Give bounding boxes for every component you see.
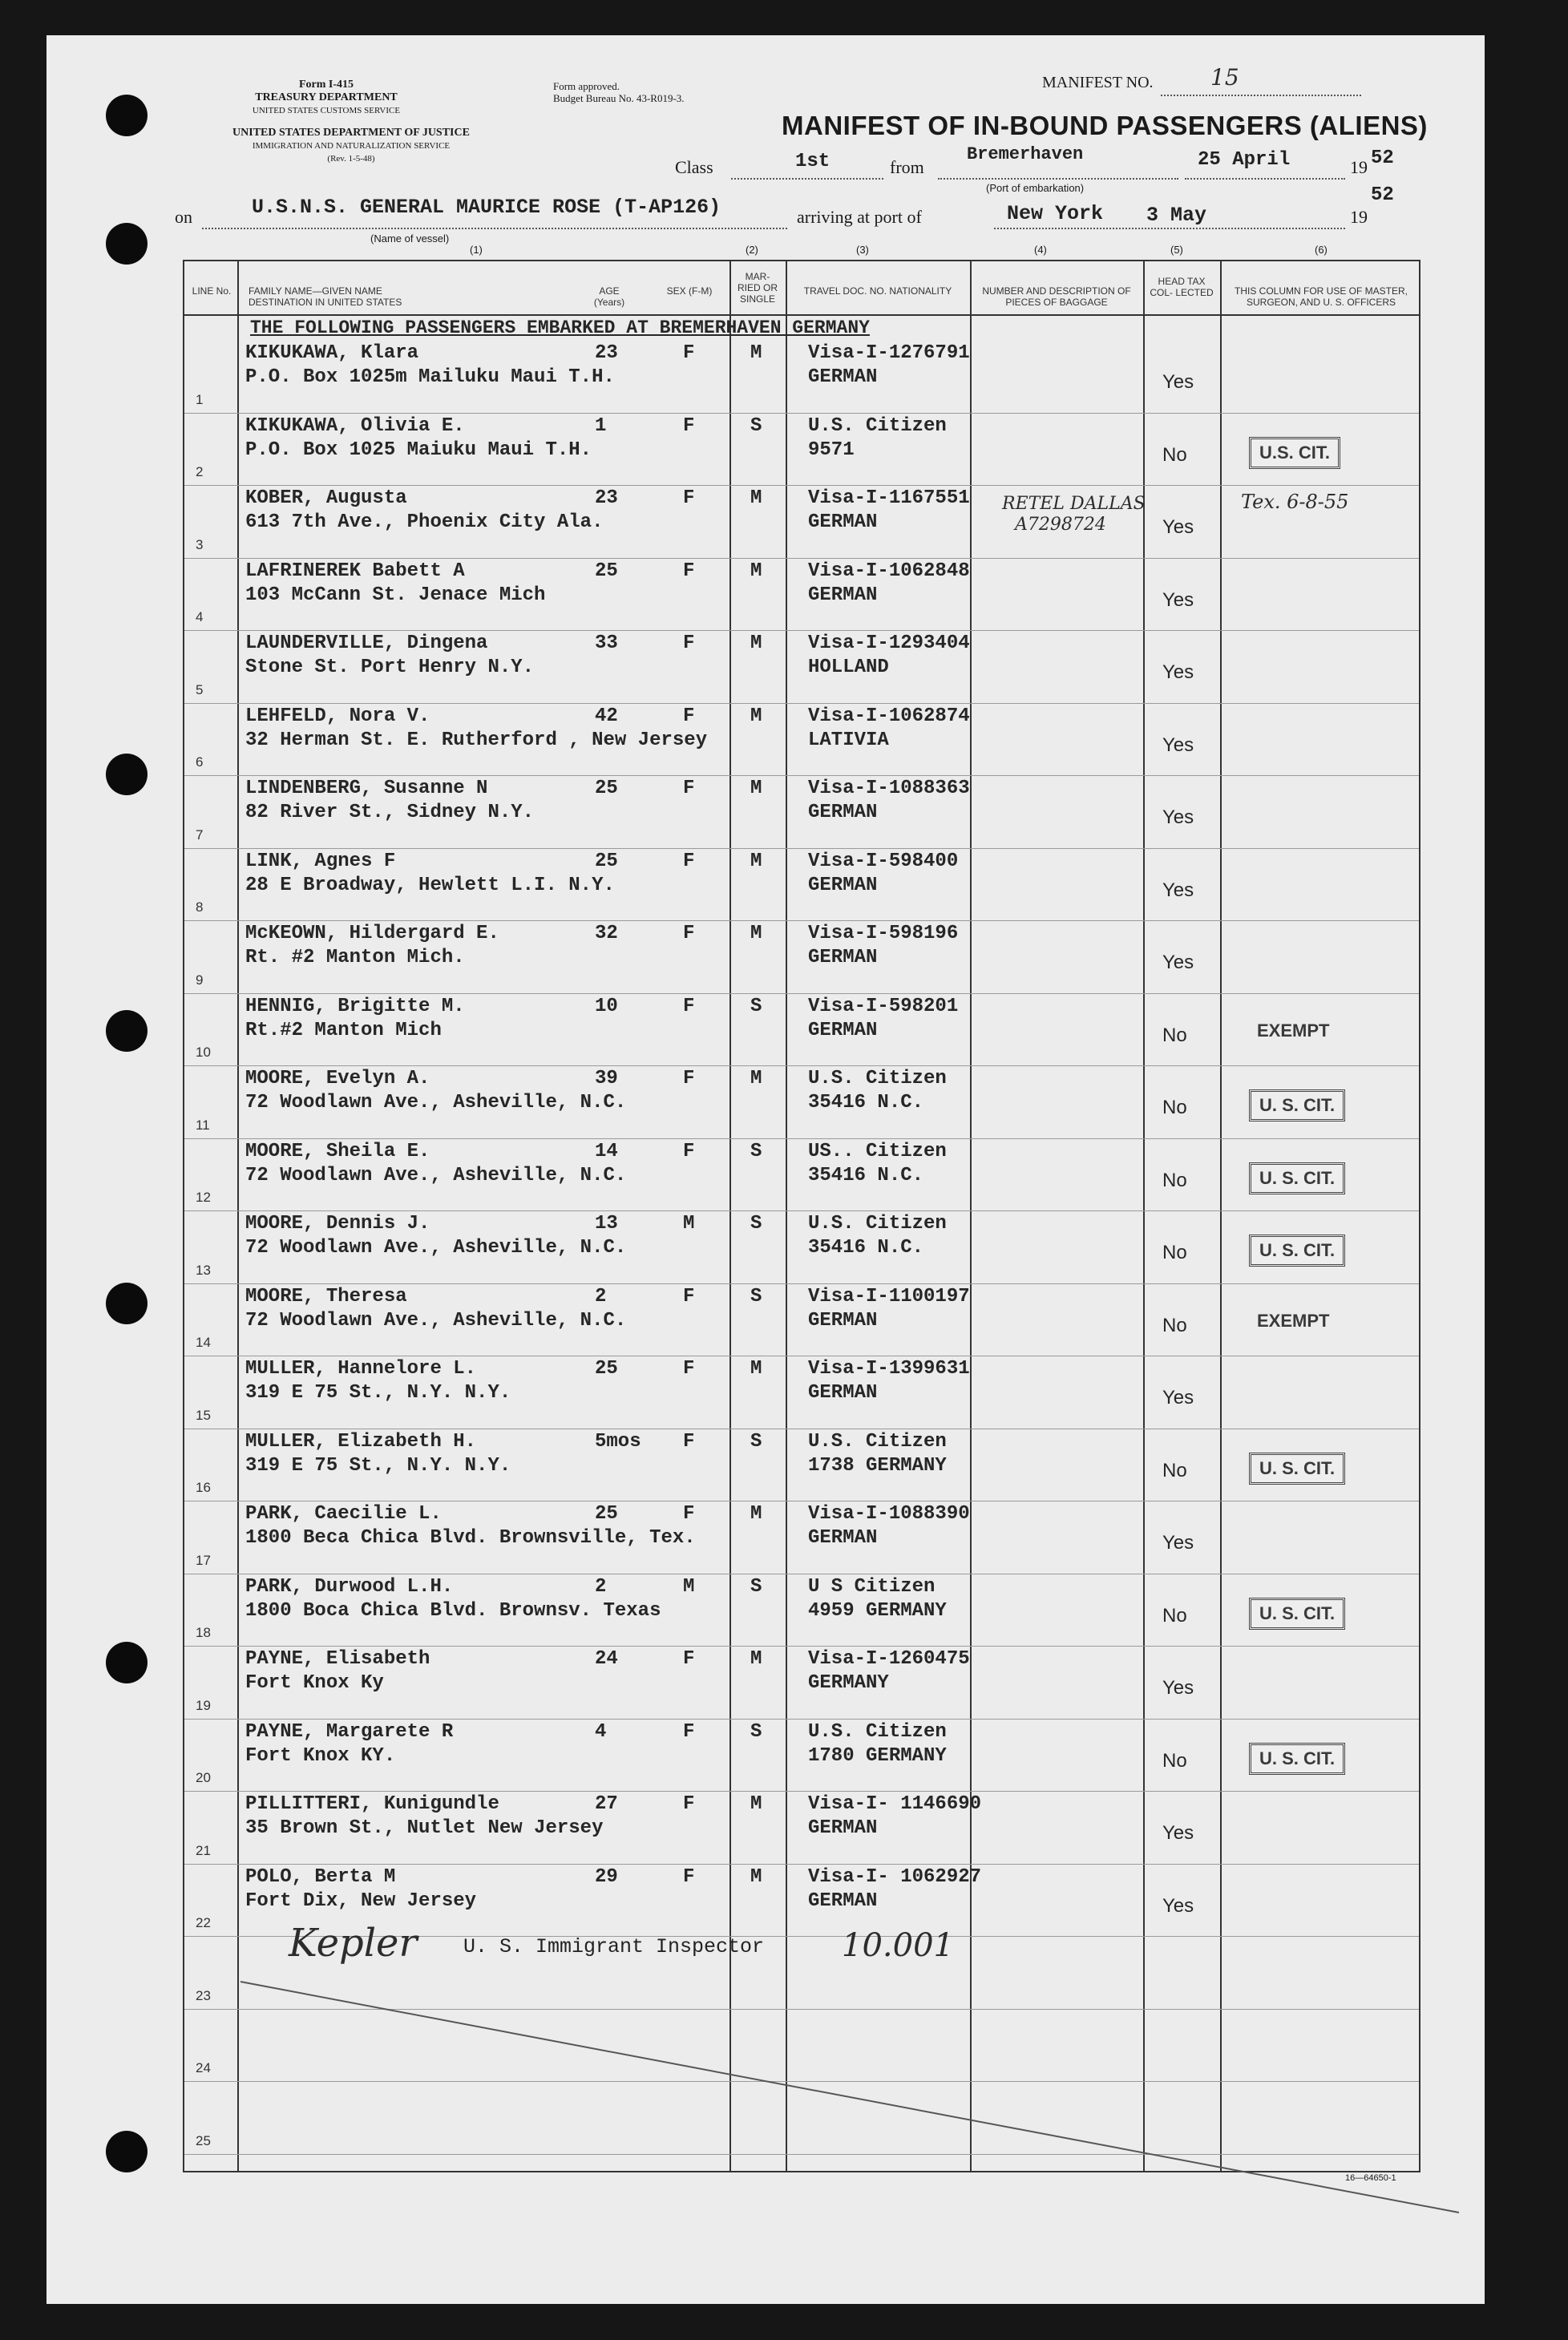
line-number: 17: [196, 1552, 211, 1568]
line-number: 22: [196, 1915, 211, 1930]
passenger-age: 42: [595, 705, 618, 727]
head-tax: Yes: [1162, 879, 1194, 901]
marital-status: M: [750, 342, 762, 364]
vessel-name: U.S.N.S. GENERAL MAURICE ROSE (T-AP126): [252, 196, 721, 219]
nationality: 35416 N.C.: [808, 1092, 924, 1113]
passenger-destination: 72 Woodlawn Ave., Asheville, N.C.: [245, 1164, 627, 1186]
passenger-sex: F: [683, 923, 695, 944]
line-number: 23: [196, 1987, 211, 2003]
travel-document: U.S. Citizen: [808, 1068, 947, 1089]
passenger-destination: 35 Brown St., Nutlet New Jersey: [245, 1817, 604, 1839]
passenger-name: PILLITTERI, Kunigundle: [245, 1793, 499, 1815]
arrival-date: 3 May: [1146, 204, 1207, 227]
nationality: GERMAN: [808, 1817, 878, 1839]
passenger-age: 5mos: [595, 1430, 641, 1453]
inspector-number: 10.001: [842, 1927, 954, 1964]
passenger-age: 10: [595, 995, 618, 1017]
travel-document: Visa-I-598201: [808, 995, 959, 1017]
passenger-name: PAYNE, Elisabeth: [245, 1648, 430, 1670]
annotation-retel: RETEL DALLAS: [1002, 494, 1146, 514]
passenger-name: MULLER, Elizabeth H.: [245, 1430, 477, 1453]
from-label: from: [890, 157, 924, 177]
passenger-destination: 32 Herman St. E. Rutherford , New Jersey: [245, 729, 708, 751]
head-tax: No: [1162, 1314, 1187, 1336]
head-tax: No: [1162, 1242, 1187, 1263]
passenger-sex: F: [683, 414, 695, 437]
arrival-port: New York: [1007, 202, 1104, 225]
passenger-sex: F: [683, 778, 695, 799]
marital-status: M: [750, 1648, 762, 1670]
head-tax: No: [1162, 443, 1187, 466]
nationality: GERMAN: [808, 1527, 878, 1549]
passenger-age: 2: [595, 1285, 607, 1307]
officer-stamp: U.S. CIT.: [1249, 437, 1340, 469]
port-embark-caption: (Port of embarkation): [986, 182, 1085, 194]
passenger-age: 23: [595, 342, 618, 364]
line-number: 2: [196, 464, 204, 479]
marital-status: S: [750, 1430, 762, 1453]
nationality: 35416 N.C.: [808, 1164, 924, 1186]
marital-status: S: [750, 1720, 762, 1743]
col-line-no: LINE No.: [192, 285, 232, 297]
inspector-label: U. S. Immigrant Inspector: [463, 1935, 765, 1958]
passenger-destination: Rt.#2 Manton Mich: [245, 1019, 442, 1041]
nationality: LATIVIA: [808, 729, 889, 751]
line-number: 8: [196, 899, 204, 915]
arrival-year: 52: [1371, 184, 1394, 206]
marital-status: M: [750, 705, 762, 727]
annotation-retel-number: A7298724: [1015, 515, 1106, 535]
marital-status: M: [750, 487, 762, 509]
passenger-name: McKEOWN, Hildergard E.: [245, 923, 499, 944]
officer-stamp: EXEMPT: [1257, 1020, 1330, 1041]
passenger-destination: 1800 Beca Chica Blvd. Brownsville, Tex.: [245, 1527, 696, 1549]
passenger-destination: P.O. Box 1025m Mailuku Maui T.H.: [245, 366, 615, 388]
line-number: 4: [196, 609, 204, 624]
ins-service: IMMIGRATION AND NATURALIZATION SERVICE: [252, 141, 451, 151]
officer-stamp: U. S. CIT.: [1249, 1089, 1345, 1122]
passenger-destination: 1800 Boca Chica Blvd. Brownsv. Texas: [245, 1599, 661, 1622]
from-value: Bremerhaven: [967, 144, 1084, 164]
travel-document: U.S. Citizen: [808, 1430, 947, 1453]
passenger-sex: M: [683, 1213, 695, 1235]
head-tax: Yes: [1162, 1677, 1194, 1699]
col-age: AGE (Years): [593, 285, 625, 308]
head-tax: Yes: [1162, 1387, 1194, 1408]
passenger-destination: 319 E 75 St., N.Y. N.Y.: [245, 1454, 511, 1477]
passenger-age: 25: [595, 1358, 618, 1380]
head-tax: Yes: [1162, 952, 1194, 973]
class-value: 1st: [795, 151, 830, 172]
passenger-name: HENNIG, Brigitte M.: [245, 995, 465, 1017]
passenger-age: 4: [595, 1720, 607, 1743]
line-number: 24: [196, 2060, 211, 2075]
travel-document: Visa-I-1167551: [808, 487, 970, 509]
col-name: FAMILY NAME—GIVEN NAME DESTINATION IN UNITED STATES: [249, 285, 402, 308]
nationality: 35416 N.C.: [808, 1237, 924, 1259]
line-number: 10: [196, 1045, 211, 1060]
budget-bureau: Budget Bureau No. 43-R019-3.: [553, 92, 685, 104]
passenger-sex: F: [683, 995, 695, 1017]
nationality: HOLLAND: [808, 657, 889, 678]
col-married: MAR- RIED OR SINGLE: [737, 271, 778, 305]
travel-document: Visa-I-1399631: [808, 1358, 970, 1380]
passenger-sex: F: [683, 487, 695, 509]
line-number: 21: [196, 1842, 211, 1858]
passenger-name: MOORE, Dennis J.: [245, 1213, 430, 1235]
passenger-sex: F: [683, 850, 695, 872]
line-number: 1: [196, 391, 204, 407]
passenger-age: 2: [595, 1575, 607, 1598]
embark-year: 52: [1371, 148, 1394, 169]
col-num-5: (5): [1170, 244, 1183, 256]
justice-dept: UNITED STATES DEPARTMENT OF JUSTICE: [232, 127, 470, 139]
year-prefix-2: 19: [1350, 207, 1368, 227]
travel-document: Visa-I-1276791: [808, 342, 970, 364]
marital-status: M: [750, 778, 762, 799]
travel-document: Visa-I-598400: [808, 850, 959, 872]
head-tax: No: [1162, 1459, 1187, 1481]
passenger-destination: 613 7th Ave., Phoenix City Ala.: [245, 511, 604, 533]
marital-status: S: [750, 1213, 762, 1235]
marital-status: S: [750, 1575, 762, 1598]
passenger-sex: F: [683, 1358, 695, 1380]
head-tax: No: [1162, 1024, 1187, 1046]
passenger-sex: F: [683, 1285, 695, 1307]
line-number: 20: [196, 1770, 211, 1785]
passenger-name: LINDENBERG, Susanne N: [245, 778, 488, 799]
vessel-caption: (Name of vessel): [370, 232, 450, 245]
passenger-name: KIKUKAWA, Olivia E.: [245, 414, 465, 437]
travel-document: Visa-I-1260475: [808, 1648, 970, 1670]
col-head-tax: HEAD TAX COL- LECTED: [1150, 276, 1214, 298]
nationality: 9571: [808, 438, 855, 461]
passenger-destination: 72 Woodlawn Ave., Asheville, N.C.: [245, 1237, 627, 1259]
col-num-6: (6): [1315, 244, 1328, 256]
officer-stamp: U. S. CIT.: [1249, 1235, 1345, 1267]
passenger-sex: F: [683, 1865, 695, 1888]
head-tax: Yes: [1162, 1532, 1194, 1554]
travel-document: U.S. Citizen: [808, 1213, 947, 1235]
arriving-label: arriving at port of: [797, 207, 922, 227]
passenger-name: LEHFELD, Nora V.: [245, 705, 430, 727]
line-number: 5: [196, 681, 204, 697]
marital-status: S: [750, 995, 762, 1017]
customs-service: UNITED STATES CUSTOMS SERVICE: [252, 106, 401, 115]
annotation-tex: Tex. 6-8-55: [1241, 491, 1349, 513]
passenger-age: 33: [595, 632, 618, 654]
col-travel-doc: TRAVEL DOC. NO. NATIONALITY: [803, 285, 952, 297]
passenger-name: POLO, Berta M: [245, 1865, 396, 1888]
line-number: 3: [196, 536, 204, 552]
passenger-sex: F: [683, 1793, 695, 1815]
nationality: GERMAN: [808, 511, 878, 533]
passenger-age: 24: [595, 1648, 618, 1670]
travel-document: Visa-I-1293404: [808, 632, 970, 654]
head-tax: Yes: [1162, 1894, 1194, 1917]
line-number: 25: [196, 2132, 211, 2148]
line-number: 11: [196, 1117, 210, 1133]
passenger-destination: 319 E 75 St., N.Y. N.Y.: [245, 1382, 511, 1404]
passenger-name: MOORE, Theresa: [245, 1285, 407, 1307]
col-num-2: (2): [746, 244, 758, 256]
nationality: GERMAN: [808, 1309, 878, 1332]
marital-status: M: [750, 1358, 762, 1380]
passenger-name: PAYNE, Margarete R: [245, 1720, 454, 1743]
passenger-destination: Rt. #2 Manton Mich.: [245, 947, 465, 968]
travel-document: Visa-I-1088390: [808, 1503, 970, 1525]
col-num-4: (4): [1034, 244, 1047, 256]
travel-document: Visa-I-1062874: [808, 705, 970, 727]
passenger-age: 32: [595, 923, 618, 944]
line-number: 14: [196, 1335, 211, 1350]
passenger-sex: F: [683, 1720, 695, 1743]
passenger-name: KOBER, Augusta: [245, 487, 407, 509]
treasury-dept: TREASURY DEPARTMENT: [255, 91, 398, 103]
travel-document: Visa-I- 1146690: [808, 1793, 982, 1815]
passenger-sex: F: [683, 1503, 695, 1525]
passenger-sex: F: [683, 705, 695, 727]
head-tax: Yes: [1162, 371, 1194, 393]
officer-stamp: U. S. CIT.: [1249, 1453, 1345, 1485]
nationality: 4959 GERMANY: [808, 1599, 947, 1622]
head-tax: No: [1162, 1169, 1187, 1191]
passenger-destination: Fort Dix, New Jersey: [245, 1889, 477, 1912]
col-baggage: NUMBER AND DESCRIPTION OF PIECES OF BAGGAGE: [982, 285, 1131, 308]
line-number: 6: [196, 754, 204, 770]
travel-document: Visa-I- 1062927: [808, 1865, 982, 1888]
travel-document: U.S. Citizen: [808, 1720, 947, 1743]
col-num-3: (3): [856, 244, 869, 256]
manifest-no-label: MANIFEST NO.: [1042, 74, 1154, 91]
passenger-age: 23: [595, 487, 618, 509]
marital-status: M: [750, 560, 762, 582]
passenger-sex: F: [683, 632, 695, 654]
travel-document: US.. Citizen: [808, 1140, 947, 1162]
nationality: GERMANY: [808, 1672, 889, 1694]
passenger-destination: Fort Knox KY.: [245, 1744, 396, 1767]
passenger-sex: M: [683, 1575, 695, 1598]
officer-stamp: U. S. CIT.: [1249, 1743, 1345, 1775]
passenger-age: 25: [595, 850, 618, 872]
year-prefix: 19: [1350, 157, 1368, 177]
head-tax: Yes: [1162, 661, 1194, 683]
line-number: 12: [196, 1190, 211, 1205]
head-tax: Yes: [1162, 734, 1194, 756]
inspector-signature: Kepler: [289, 1921, 418, 1966]
marital-status: S: [750, 1285, 762, 1307]
nationality: GERMAN: [808, 1889, 878, 1912]
revision: (Rev. 1-5-48): [327, 154, 375, 164]
line-number: 7: [196, 826, 204, 843]
head-tax: Yes: [1162, 588, 1194, 611]
line-number: 19: [196, 1697, 211, 1713]
passenger-destination: 72 Woodlawn Ave., Asheville, N.C.: [245, 1092, 627, 1113]
head-tax: No: [1162, 1097, 1187, 1118]
travel-document: Visa-I-1062848: [808, 560, 970, 582]
manifest-no-value: 15: [1210, 64, 1239, 91]
passenger-age: 25: [595, 778, 618, 799]
travel-document: Visa-I-598196: [808, 923, 959, 944]
line-number: 15: [196, 1407, 211, 1423]
passenger-age: 39: [595, 1068, 618, 1089]
travel-document: U S Citizen: [808, 1575, 936, 1598]
marital-status: S: [750, 414, 762, 437]
nationality: 1738 GERMANY: [808, 1454, 947, 1477]
passenger-sex: F: [683, 342, 695, 364]
passenger-age: 14: [595, 1140, 618, 1162]
form-code: 16—64650-1: [1345, 2173, 1396, 2183]
travel-document: U.S. Citizen: [808, 414, 947, 437]
passenger-destination: Stone St. Port Henry N.Y.: [245, 657, 535, 678]
passenger-name: MOORE, Evelyn A.: [245, 1068, 430, 1089]
form-approved: Form approved.: [553, 80, 620, 92]
passenger-age: 27: [595, 1793, 618, 1815]
page-title: MANIFEST OF IN-BOUND PASSENGERS (ALIENS): [782, 111, 1428, 140]
head-tax: No: [1162, 1749, 1187, 1772]
marital-status: M: [750, 1503, 762, 1525]
marital-status: M: [750, 1865, 762, 1888]
travel-document: Visa-I-1088363: [808, 778, 970, 799]
col-officers: THIS COLUMN FOR USE OF MASTER, SURGEON, AND U. S. OFFICERS: [1234, 285, 1408, 308]
marital-status: M: [750, 850, 762, 872]
head-tax: Yes: [1162, 1822, 1194, 1844]
embark-date: 25 April: [1198, 149, 1291, 171]
line-number: 9: [196, 972, 204, 988]
class-label: Class: [675, 157, 713, 177]
passenger-name: MOORE, Sheila E.: [245, 1140, 430, 1162]
passenger-destination: 103 McCann St. Jenace Mich: [245, 584, 546, 606]
passenger-destination: 72 Woodlawn Ave., Asheville, N.C.: [245, 1309, 627, 1332]
passenger-age: 29: [595, 1865, 618, 1888]
passenger-age: 25: [595, 560, 618, 582]
nationality: GERMAN: [808, 366, 878, 388]
passenger-sex: F: [683, 1648, 695, 1670]
embarkation-banner: THE FOLLOWING PASSENGERS EMBARKED AT BREMERHAVEN GERMANY: [250, 317, 870, 338]
passenger-name: LAUNDERVILLE, Dingena: [245, 632, 488, 654]
marital-status: M: [750, 1793, 762, 1815]
form-number: Form I-415: [298, 79, 354, 91]
line-number: 16: [196, 1480, 211, 1495]
marital-status: S: [750, 1140, 762, 1162]
head-tax: No: [1162, 1604, 1187, 1627]
passenger-name: KIKUKAWA, Klara: [245, 342, 419, 364]
col-sex: SEX (F-M): [666, 285, 713, 297]
passenger-sex: F: [683, 560, 695, 582]
passenger-sex: F: [683, 1430, 695, 1453]
head-tax: Yes: [1162, 806, 1194, 828]
marital-status: M: [750, 632, 762, 654]
passenger-destination: 82 River St., Sidney N.Y.: [245, 802, 535, 823]
line-number: 13: [196, 1262, 211, 1278]
nationality: GERMAN: [808, 874, 878, 896]
nationality: GERMAN: [808, 584, 878, 606]
passenger-name: LINK, Agnes F: [245, 850, 396, 872]
marital-status: M: [750, 923, 762, 944]
passenger-age: 13: [595, 1213, 618, 1235]
officer-stamp: U. S. CIT.: [1249, 1162, 1345, 1194]
nationality: GERMAN: [808, 947, 878, 968]
passenger-destination: P.O. Box 1025 Maiuku Maui T.H.: [245, 438, 592, 461]
officer-stamp: EXEMPT: [1257, 1310, 1330, 1331]
nationality: GERMAN: [808, 1382, 878, 1404]
travel-document: Visa-I-1100197: [808, 1285, 970, 1307]
passenger-name: LAFRINEREK Babett A: [245, 560, 465, 582]
passenger-name: PARK, Durwood L.H.: [245, 1575, 454, 1598]
passenger-destination: Fort Knox Ky: [245, 1672, 384, 1694]
passenger-name: MULLER, Hannelore L.: [245, 1358, 477, 1380]
passenger-destination: 28 E Broadway, Hewlett L.I. N.Y.: [245, 874, 615, 896]
nationality: GERMAN: [808, 1019, 878, 1041]
officer-stamp: U. S. CIT.: [1249, 1598, 1345, 1630]
on-label: on: [175, 207, 192, 227]
passenger-sex: F: [683, 1140, 695, 1162]
line-number: 18: [196, 1625, 211, 1640]
marital-status: M: [750, 1068, 762, 1089]
passenger-sex: F: [683, 1068, 695, 1089]
nationality: GERMAN: [808, 802, 878, 823]
nationality: 1780 GERMANY: [808, 1744, 947, 1767]
col-num-1: (1): [470, 244, 483, 256]
passenger-age: 25: [595, 1503, 618, 1525]
head-tax: Yes: [1162, 516, 1194, 538]
passenger-name: PARK, Caecilie L.: [245, 1503, 442, 1525]
passenger-age: 1: [595, 414, 607, 437]
